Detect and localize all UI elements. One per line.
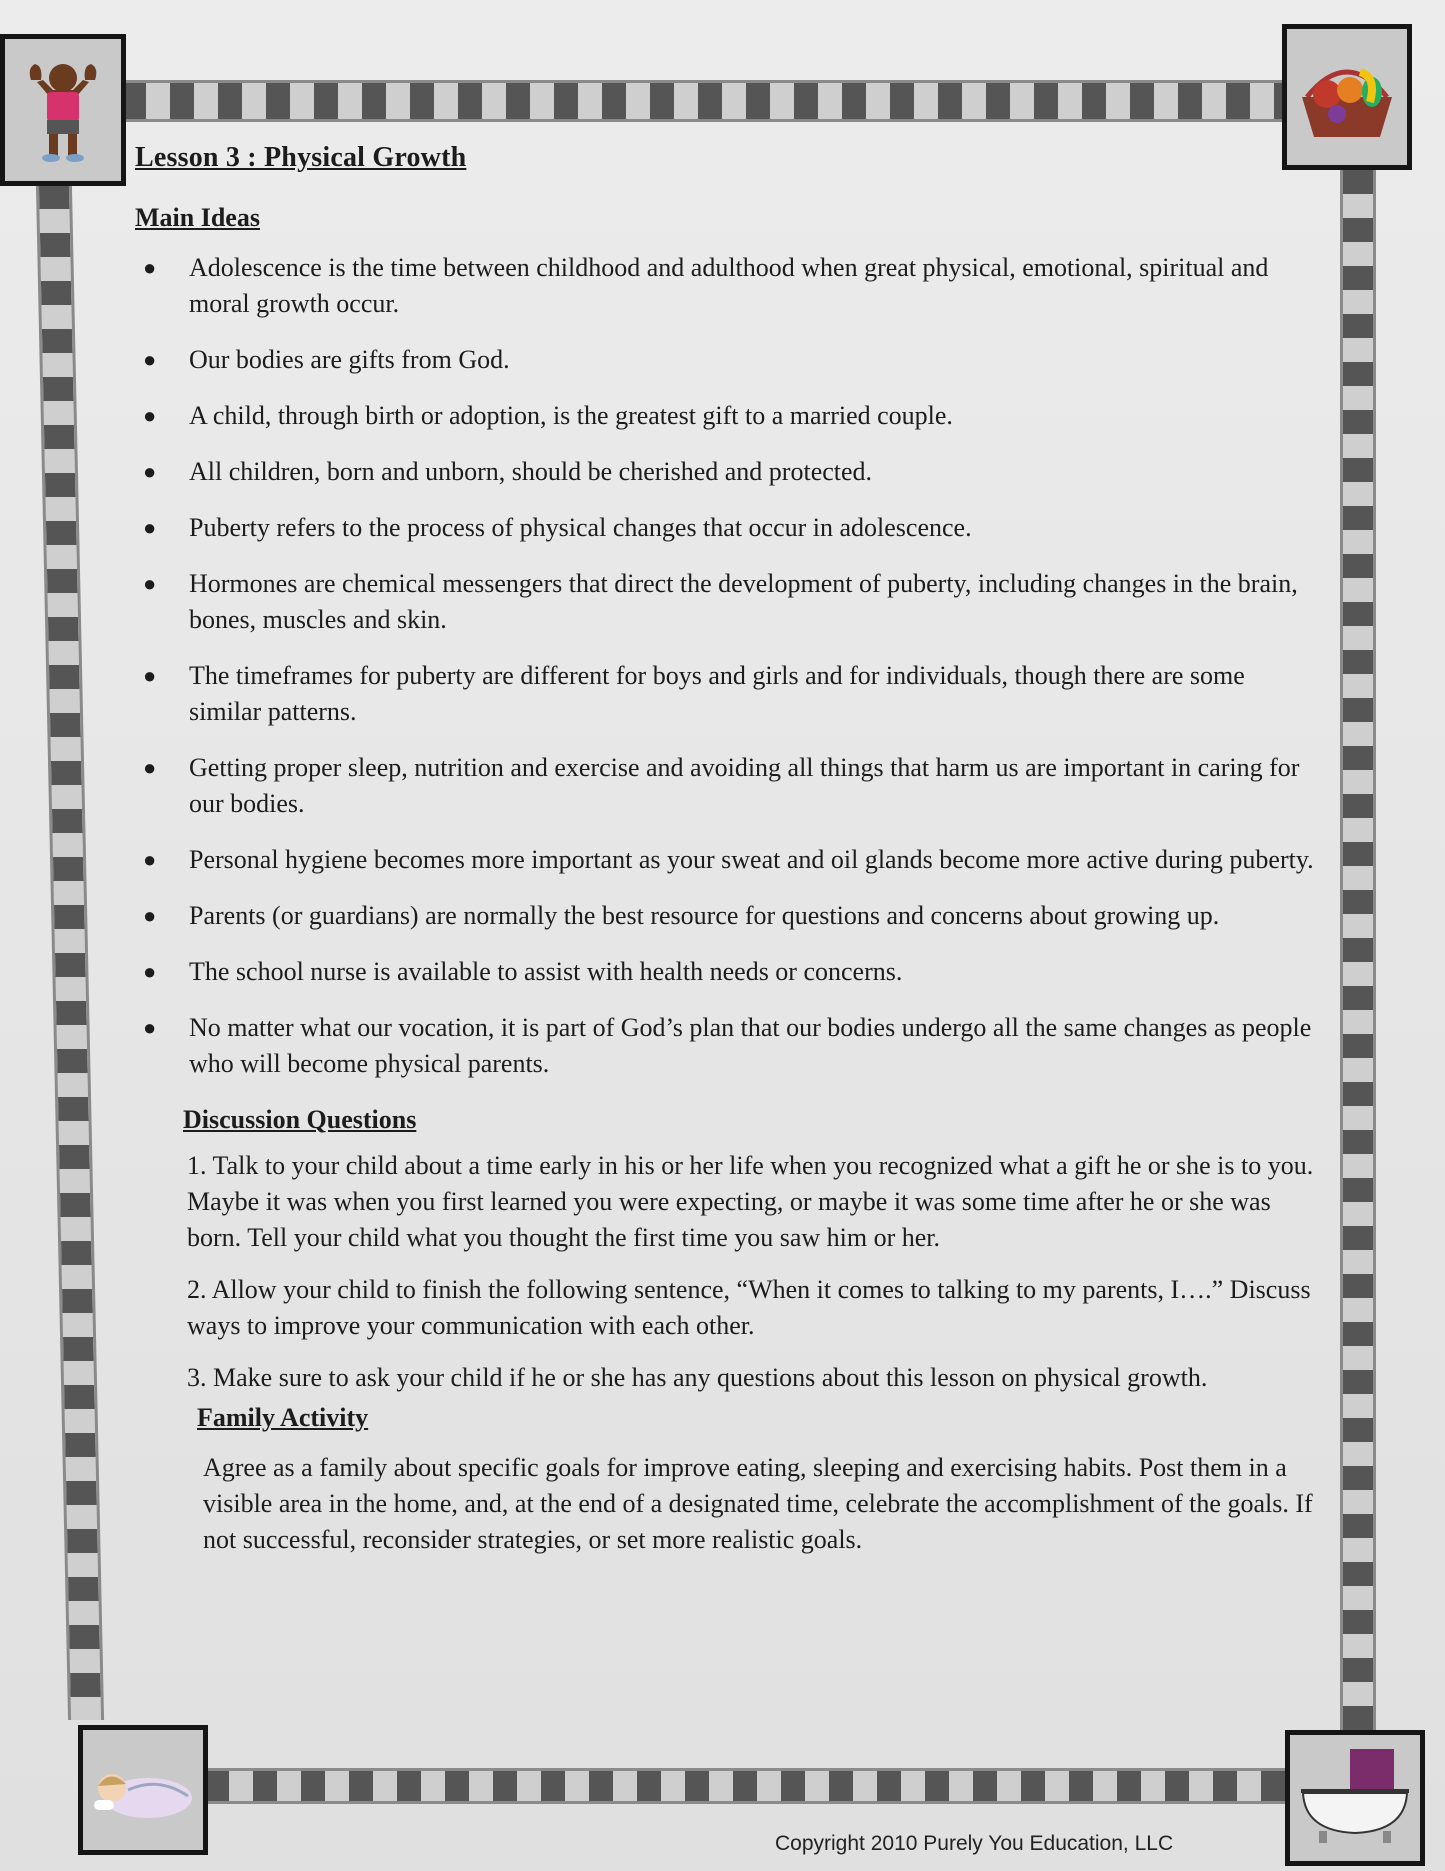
list-item: ● Personal hygiene becomes more important as your sweat and oil glands become more active during puberty. xyxy=(135,842,1320,878)
bathtub-icon xyxy=(1285,1730,1425,1866)
bullet-icon: ● xyxy=(143,903,157,928)
bullet-icon: ● xyxy=(143,1015,157,1040)
list-item: ● Adolescence is the time between childhood and adulthood when great physical, emotional, spiritual and moral growth occur. xyxy=(135,250,1320,322)
list-item: ● The timeframes for puberty are different for boys and girls and for individuals, though there are some similar patterns. xyxy=(135,658,1320,730)
list-item: ● No matter what our vocation, it is part of God’s plan that our bodies undergo all the same changes as people who will become physical parents. xyxy=(135,1010,1320,1082)
bullet-icon: ● xyxy=(143,255,157,280)
list-item: ● The school nurse is available to assist with health needs or concerns. xyxy=(135,954,1320,990)
bullet-icon: ● xyxy=(143,403,157,428)
bullet-icon: ● xyxy=(143,571,157,596)
lesson-title: Lesson 3 : Physical Growth xyxy=(135,142,467,173)
list-item: ● Getting proper sleep, nutrition and exercise and avoiding all things that harm us are important in caring for our bodies. xyxy=(135,750,1320,822)
bullet-icon: ● xyxy=(143,959,157,984)
family-activity-text: Agree as a family about specific goals for improve eating, sleeping and exercising habits. Post them in a visible area in the home, and, at the end of a designated time, celebrate the accomplishment of the goals. If not successful, reconsider strategies, or set more realistic goals. xyxy=(203,1453,1313,1554)
strong-child-icon xyxy=(0,34,126,186)
sleeping-child-icon xyxy=(78,1725,208,1855)
bottom-checkered-border xyxy=(205,1768,1290,1804)
main-ideas-list xyxy=(135,250,1320,1082)
discussion-questions-heading: Discussion Questions xyxy=(183,1105,417,1134)
bullet-icon: ● xyxy=(143,755,157,780)
bullet-icon: ● xyxy=(143,459,157,484)
list-item: ● All children, born and unborn, should be cherished and protected. xyxy=(135,454,1320,490)
bullet-icon: ● xyxy=(143,663,157,688)
main-ideas-heading: Main Ideas xyxy=(135,203,260,232)
list-item: ● Parents (or guardians) are normally the best resource for questions and concerns about growing up. xyxy=(135,898,1320,934)
list-item: ● Our bodies are gifts from God. xyxy=(135,342,1320,378)
discussion-question: 1. Talk to your child about a time early in his or her life when you recognized what a gift he or she is to you. Maybe it was when you first learned you were expecting, or maybe it was some time after he or she was born. Tell your child what you thought the first time you saw him or her. xyxy=(187,1151,1314,1252)
discussion-question: 2. Allow your child to finish the following sentence, “When it comes to talking to my parents, I….” Discuss ways to improve your communication with each other. xyxy=(187,1275,1311,1340)
right-checkered-border xyxy=(1340,170,1376,1730)
discussion-questions xyxy=(187,1148,1320,1396)
bullet-icon: ● xyxy=(143,515,157,540)
lesson-content xyxy=(135,140,1320,1558)
left-checkered-border xyxy=(36,185,104,1720)
list-item: ● Hormones are chemical messengers that direct the development of puberty, including changes in the brain, bones, muscles and skin. xyxy=(135,566,1320,638)
list-item: ● A child, through birth or adoption, is the greatest gift to a married couple. xyxy=(135,398,1320,434)
family-activity-heading: Family Activity xyxy=(197,1403,369,1432)
copyright-notice: Copyright 2010 Purely You Education, LLC xyxy=(775,1832,1174,1855)
bullet-icon: ● xyxy=(143,347,157,372)
discussion-question: 3. Make sure to ask your child if he or she has any questions about this lesson on physical growth. xyxy=(187,1363,1208,1392)
bullet-icon: ● xyxy=(143,847,157,872)
list-item: ● Puberty refers to the process of physical changes that occur in adolescence. xyxy=(135,510,1320,546)
top-checkered-border xyxy=(122,80,1282,122)
